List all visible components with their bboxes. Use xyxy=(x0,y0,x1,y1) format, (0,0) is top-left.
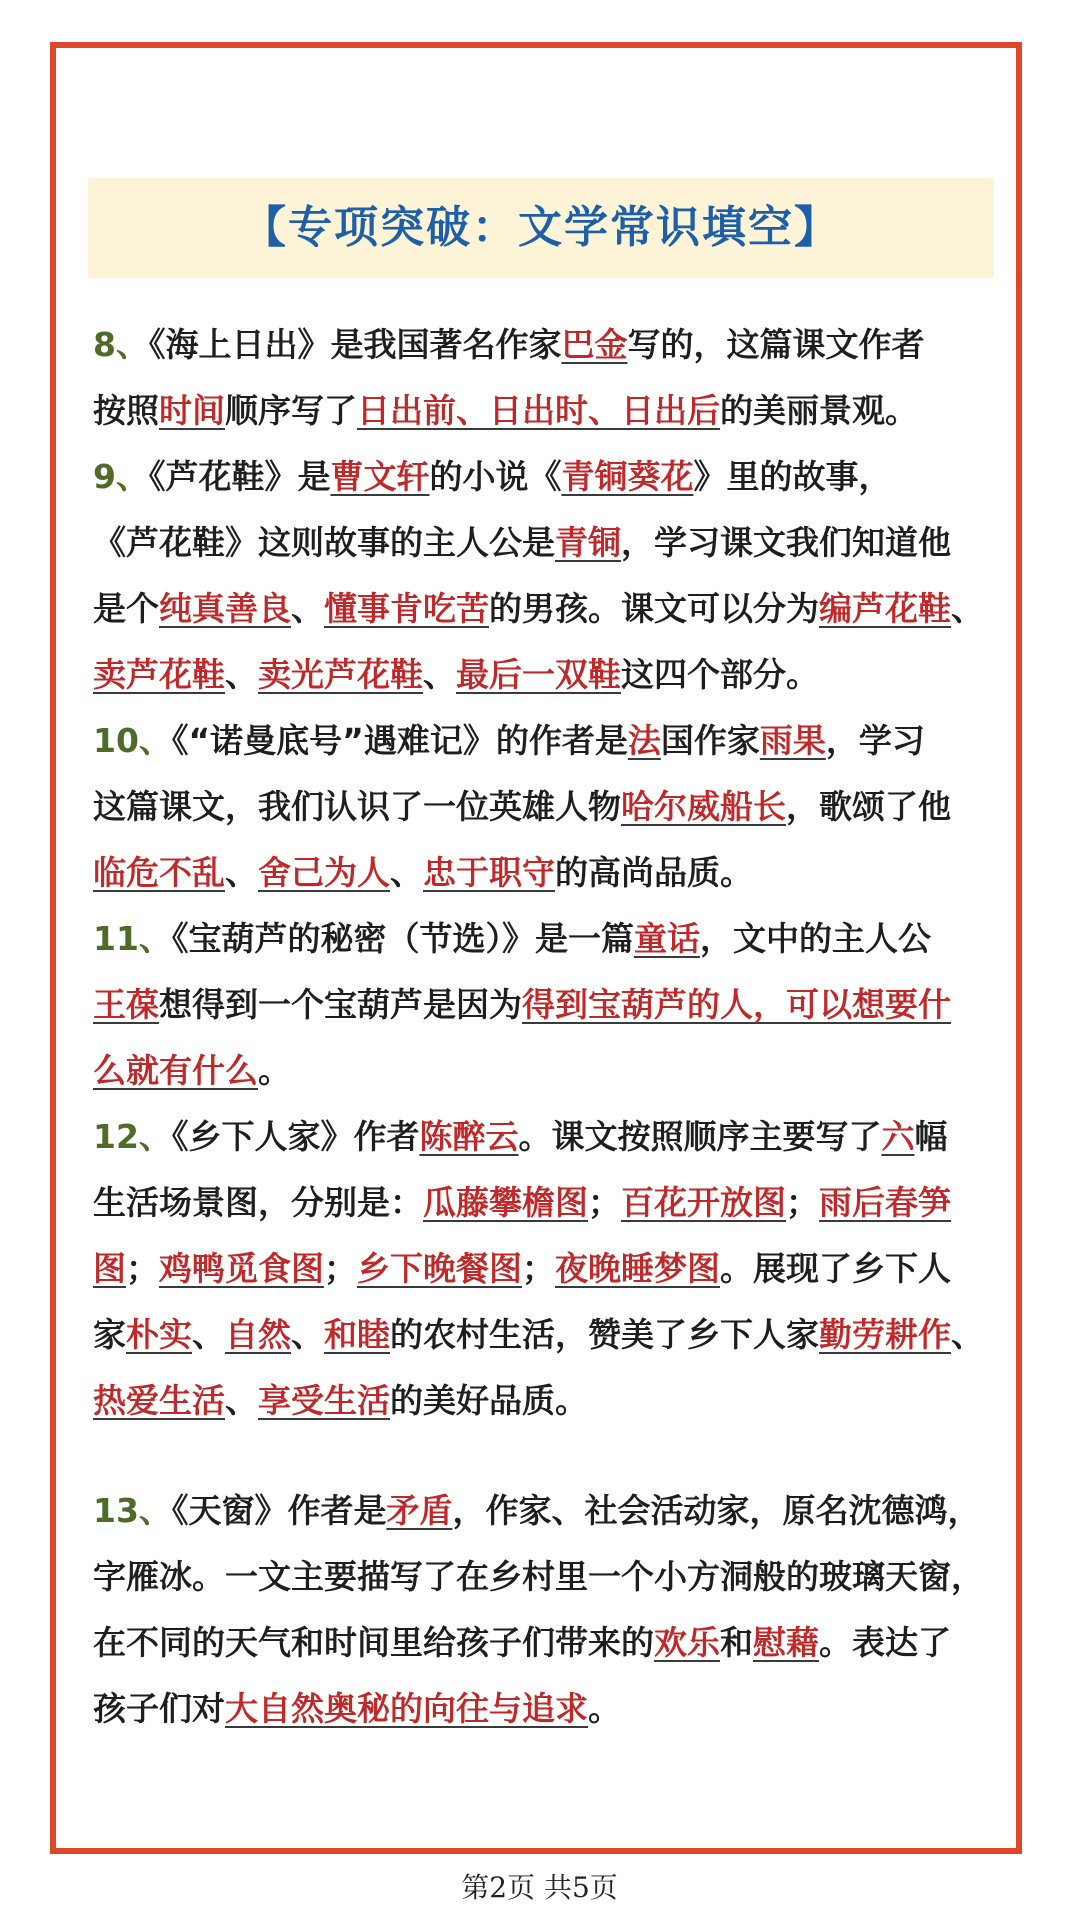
answer-text: 六 xyxy=(881,1117,915,1156)
body-text: 《宝葫芦的秘密（节选）》是一篇 xyxy=(171,919,634,958)
body-text: 《海上日出》是我国著名作家 xyxy=(148,325,562,364)
page-title: 【专项突破：文学常识填空】 xyxy=(242,202,840,253)
body-text: 、 xyxy=(225,1381,258,1420)
body-text: 《芦花鞋》是 xyxy=(148,457,331,496)
question-number: 12、 xyxy=(93,1117,172,1156)
answer-text: 临危不乱 xyxy=(93,853,225,892)
body-text: 幅 xyxy=(914,1117,948,1156)
answer-text: 自然 xyxy=(225,1315,291,1354)
answer-text: 纯真善良 xyxy=(159,589,291,628)
body-text: 是个 xyxy=(93,589,159,628)
text-line xyxy=(93,708,1013,774)
body-text: ； xyxy=(324,1249,357,1288)
text-line xyxy=(93,774,1013,840)
answer-text: 法 xyxy=(627,721,661,760)
question-item xyxy=(93,312,1013,444)
text-line xyxy=(93,1302,1013,1368)
question-item xyxy=(93,1104,1013,1434)
answer-text: 雨后春笋 xyxy=(819,1183,951,1222)
body-text: 家 xyxy=(93,1315,126,1354)
body-text: ，文中的主人公 xyxy=(699,919,931,958)
answer-text: 忠于职守 xyxy=(423,853,555,892)
question-item xyxy=(93,906,1013,1104)
text-line xyxy=(93,1478,1013,1544)
answer-text: 大自然奥秘的向往与追求 xyxy=(225,1689,588,1728)
text-line xyxy=(93,1610,1013,1676)
body-text: 生活场景图，分别是： xyxy=(93,1183,423,1222)
text-line xyxy=(93,972,1013,1038)
text-line xyxy=(93,444,1013,510)
body-text: 按照 xyxy=(93,391,159,430)
body-text: 、 xyxy=(423,655,456,694)
body-text: 、 xyxy=(951,589,984,628)
body-text: 《乡下人家》作者 xyxy=(171,1117,420,1156)
answer-text: 得到宝葫芦的人，可以想要什 xyxy=(522,985,951,1024)
body-text: 的男孩。课文可以分为 xyxy=(489,589,819,628)
text-line xyxy=(93,642,1013,708)
text-line xyxy=(93,1236,1013,1302)
body-text: 的小说《 xyxy=(429,457,562,496)
answer-text: 瓜藤攀檐图 xyxy=(423,1183,588,1222)
text-line xyxy=(93,1544,1013,1610)
body-text: 的农村生活，赞美了乡下人家 xyxy=(390,1315,819,1354)
question-item xyxy=(93,708,1013,906)
answer-text: 图 xyxy=(93,1249,126,1288)
text-line xyxy=(93,1368,1013,1434)
answer-text: 鸡鸭觅食图 xyxy=(159,1249,324,1288)
question-number: 9、 xyxy=(93,457,149,496)
body-text: 。 xyxy=(588,1689,621,1728)
body-text: 国作家 xyxy=(660,721,760,760)
answer-text: 懂事肯吃苦 xyxy=(324,589,489,628)
question-item xyxy=(93,1478,1013,1742)
body-text: 。课文按照顺序主要写了 xyxy=(518,1117,882,1156)
body-text: ，学习课文我们知道他 xyxy=(621,523,951,562)
answer-text: 么就有什么 xyxy=(93,1051,258,1090)
body-text: 》里的故事， xyxy=(693,457,892,496)
page-footer: 第2页 共5页 xyxy=(461,1871,618,1904)
answer-text: 陈醉云 xyxy=(419,1117,519,1156)
question-number: 13、 xyxy=(93,1491,172,1530)
body-text: 、 xyxy=(225,655,258,694)
text-line xyxy=(93,312,1013,378)
answer-text: 勤劳耕作 xyxy=(819,1315,951,1354)
body-text: 。 xyxy=(258,1051,291,1090)
body-text: 字雁冰。一文主要描写了在乡村里一个小方洞般的玻璃天窗， xyxy=(93,1557,984,1596)
question-list xyxy=(93,312,1013,1742)
body-text: 、 xyxy=(951,1315,984,1354)
body-text: ； xyxy=(126,1249,159,1288)
answer-text: 乡下晚餐图 xyxy=(357,1249,522,1288)
answer-text: 矛盾 xyxy=(386,1491,453,1530)
body-text: ，歌颂了他 xyxy=(786,787,951,826)
body-text: 写的，这篇课文作者 xyxy=(627,325,925,364)
body-text: 的美丽景观。 xyxy=(720,391,918,430)
text-line xyxy=(93,1038,1013,1104)
answer-text: 巴金 xyxy=(561,325,628,364)
answer-text: 编芦花鞋 xyxy=(819,589,951,628)
text-line xyxy=(93,1676,1013,1742)
body-text: ； xyxy=(522,1249,555,1288)
body-text: 。表达了 xyxy=(819,1623,951,1662)
answer-text: 热爱生活 xyxy=(93,1381,225,1420)
body-text: 《“诺曼底号”遇难记》的作者是 xyxy=(171,721,628,760)
answer-text: 卖芦花鞋 xyxy=(93,655,225,694)
answer-text: 夜晚睡梦图 xyxy=(555,1249,720,1288)
body-text: 、 xyxy=(291,589,324,628)
body-text: 这四个部分。 xyxy=(621,655,819,694)
body-text: 顺序写了 xyxy=(225,391,357,430)
body-text: ，学习 xyxy=(825,721,925,760)
body-text: 的高尚品质。 xyxy=(555,853,753,892)
text-line xyxy=(93,906,1013,972)
body-text: 、 xyxy=(225,853,258,892)
question-number: 8、 xyxy=(93,325,149,364)
answer-text: 日出前、日出时、日出后 xyxy=(357,391,720,430)
answer-text: 最后一双鞋 xyxy=(456,655,621,694)
question-number: 10、 xyxy=(93,721,172,760)
answer-text: 享受生活 xyxy=(258,1381,390,1420)
answer-text: 卖光芦花鞋 xyxy=(258,655,423,694)
body-text: ； xyxy=(588,1183,621,1222)
answer-text: 雨果 xyxy=(759,721,826,760)
answer-text: 百花开放图 xyxy=(621,1183,786,1222)
body-text: 、 xyxy=(192,1315,225,1354)
paragraph-gap xyxy=(93,1434,1013,1478)
body-text: 《芦花鞋》这则故事的主人公是 xyxy=(93,523,555,562)
answer-text: 曹文轩 xyxy=(330,457,430,496)
answer-text: 童话 xyxy=(633,919,700,958)
body-text: 这篇课文，我们认识了一位英雄人物 xyxy=(93,787,621,826)
answer-text: 慰藉 xyxy=(753,1623,819,1662)
body-text: ； xyxy=(786,1183,819,1222)
answer-text: 青铜葵花 xyxy=(561,457,694,496)
answer-text: 哈尔威船长 xyxy=(621,787,786,826)
body-text: ，作家、社会活动家，原名沈德鸿， xyxy=(452,1491,981,1530)
body-text: 、 xyxy=(291,1315,324,1354)
question-number: 11、 xyxy=(93,919,172,958)
text-line xyxy=(93,576,1013,642)
answer-text: 和睦 xyxy=(324,1315,390,1354)
body-text: 《天窗》作者是 xyxy=(171,1491,387,1530)
answer-text: 王葆 xyxy=(93,985,159,1024)
body-text: 孩子们对 xyxy=(93,1689,225,1728)
answer-text: 舍己为人 xyxy=(258,853,390,892)
body-text: 的美好品质。 xyxy=(390,1381,588,1420)
question-item xyxy=(93,444,1013,708)
answer-text: 时间 xyxy=(159,391,225,430)
answer-text: 欢乐 xyxy=(654,1623,720,1662)
body-text: 和 xyxy=(720,1623,753,1662)
text-line xyxy=(93,510,1013,576)
answer-text: 朴实 xyxy=(126,1315,192,1354)
text-line xyxy=(93,1104,1013,1170)
body-text: 、 xyxy=(390,853,423,892)
body-text: 想得到一个宝葫芦是因为 xyxy=(159,985,522,1024)
body-text: 。展现了乡下人 xyxy=(720,1249,951,1288)
text-line xyxy=(93,840,1013,906)
answer-text: 青铜 xyxy=(555,523,621,562)
text-line xyxy=(93,378,1013,444)
text-line xyxy=(93,1170,1013,1236)
body-text: 在不同的天气和时间里给孩子们带来的 xyxy=(93,1623,654,1662)
